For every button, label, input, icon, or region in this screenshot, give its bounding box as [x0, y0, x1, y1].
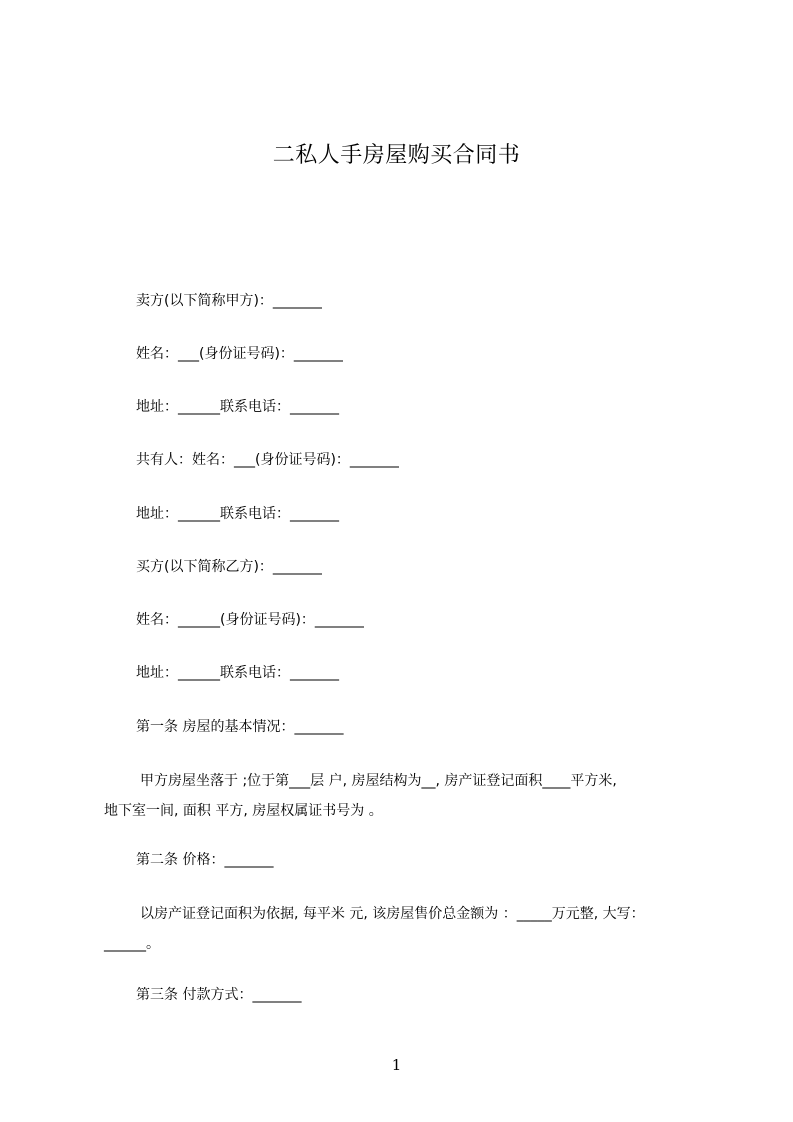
seller-address-line: 地址：______联系电话：_______ [136, 399, 339, 415]
article-1-body-line-2: 地下室一间, 面积 平方, 房屋权属证书号为 。 [104, 803, 383, 819]
article-1-body-line-1: 甲方房屋坐落于 ;位于第___层 户, 房屋结构为__, 房产证登记面积____平方米, [140, 773, 617, 789]
buyer-address-line: 地址：______联系电话：_______ [136, 665, 339, 681]
article-1-body [104, 766, 714, 826]
co-owner-name-line: 共有人：姓名：___(身份证号码)：_______ [136, 452, 399, 468]
article-1-heading: 第一条 房屋的基本情况：_______ [136, 719, 344, 735]
document-title: 二私人手房屋购买合同书 [272, 143, 521, 168]
article-2-body-line-2: ______。 [104, 936, 160, 952]
seller-heading: 卖方(以下简称甲方)：_______ [136, 293, 322, 309]
co-owner-address-line: 地址：______联系电话：_______ [136, 506, 339, 522]
article-2-body [104, 899, 714, 959]
page-number: 1 [391, 1056, 402, 1074]
seller-name-line: 姓名：___(身份证号码)：_______ [136, 346, 343, 362]
buyer-name-line: 姓名：______(身份证号码)：_______ [136, 612, 364, 628]
buyer-heading: 买方(以下简称乙方)：_______ [136, 559, 322, 575]
article-2-heading: 第二条 价格：_______ [136, 852, 274, 868]
article-2-body-line-1: 以房产证登记面积为依据, 每平米 元, 该房屋售价总金额为 ：_____万元整, 大写： [140, 906, 645, 922]
article-3-heading: 第三条 付款方式：_______ [136, 987, 302, 1003]
